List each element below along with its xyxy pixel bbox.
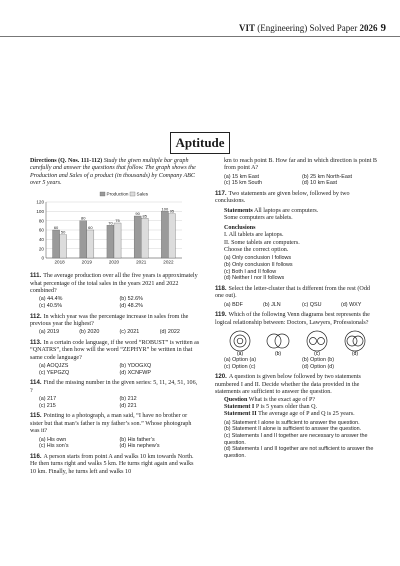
- option-a[interactable]: (a) Only conclusion I follows: [224, 255, 292, 262]
- x-tick-label: 2020: [108, 259, 120, 265]
- question-number: 120.: [215, 373, 227, 381]
- venn-label-c: (c): [313, 351, 320, 357]
- question-number: 111.: [30, 272, 42, 280]
- question-number: 117.: [215, 190, 227, 198]
- x-tick-label: 2022: [163, 259, 174, 265]
- question-body: What is the exact age of P?: [247, 396, 316, 403]
- right-column: [215, 158, 380, 459]
- option-d[interactable]: (d) Statements I and II together are not sufficient to answer the question.: [224, 446, 374, 459]
- data-label: 70: [108, 220, 113, 226]
- option-a[interactable]: (a) 217: [39, 396, 57, 403]
- venn-diagram-c: [302, 330, 332, 356]
- instruction: Choose the correct option.: [224, 246, 289, 253]
- question-number: 115.: [30, 412, 42, 420]
- option-b[interactable]: (b) 25 km North-East: [302, 173, 353, 180]
- directions-text: Study the given multiple bar graph carefully and answer the questions that follow. The graph shows the Production and Sales of a product (in thousands) by Company ABC over 5 years.: [30, 158, 196, 187]
- statement-2: Some computers are tablets.: [224, 215, 293, 222]
- y-tick-label: 80: [38, 217, 44, 223]
- x-tick-label: 2019: [81, 259, 92, 265]
- option-c[interactable]: (c) 2021: [119, 329, 140, 336]
- venn-diagram-b: [263, 330, 293, 356]
- question-120: [215, 373, 380, 459]
- question-114: [30, 379, 200, 409]
- question-117: [215, 190, 380, 282]
- question-label: Question: [224, 396, 248, 403]
- y-tick-label: 60: [38, 227, 44, 233]
- y-tick-label: 20: [38, 245, 44, 251]
- question-118: [215, 285, 380, 308]
- option-d[interactable]: (d) 48.2%: [119, 302, 143, 309]
- option-a[interactable]: (a) 15 km East: [224, 173, 260, 180]
- data-label: 80: [81, 215, 86, 221]
- directions: [30, 158, 200, 188]
- option-a[interactable]: (a) Statement I alone is sufficient to answer the question.: [224, 419, 360, 426]
- data-label: 50: [60, 229, 66, 235]
- venn-label-d: (d): [351, 351, 359, 357]
- directions-label: Directions (Q. Nos. 111-112): [30, 158, 103, 164]
- question-111: [30, 272, 200, 309]
- option-a[interactable]: (a) 2019: [39, 329, 60, 336]
- option-b[interactable]: (b) His father’s: [119, 436, 155, 443]
- option-d[interactable]: (d) 221: [119, 402, 137, 409]
- venn-diagram-options: [225, 330, 370, 356]
- legend-swatch-production: [100, 192, 105, 196]
- venn-label-b: (b): [275, 351, 282, 357]
- y-tick-label: 100: [36, 208, 44, 214]
- question-text: Find the missing number in the given series: 5, 11, 24, 51, 106, ?: [30, 380, 198, 394]
- left-column: [30, 158, 200, 476]
- y-tick-label: 0: [41, 255, 44, 261]
- statement-1-label: Statement I: [224, 403, 255, 410]
- conclusion-2: II. Some tablets are computers.: [224, 239, 300, 246]
- question-119: [215, 311, 380, 370]
- header-rule: [0, 36, 400, 37]
- statement-2: The average age of P and Q is 25 years.: [256, 411, 355, 418]
- section-title: Aptitude: [170, 132, 230, 154]
- y-tick-label: 40: [38, 236, 44, 242]
- bar-sales-2018: [60, 234, 67, 257]
- option-a[interactable]: (a) BDF: [224, 301, 243, 308]
- option-b[interactable]: (b) JLN: [263, 301, 281, 308]
- option-b[interactable]: (b) 212: [119, 396, 137, 403]
- question-text: The average production over all the five years is approximately what percentage of the total sales in the years 2021 and 2022 combined?: [30, 273, 198, 294]
- option-c[interactable]: (c) Both I and II follow: [224, 268, 277, 275]
- question-text: Pointing to a photograph, a man said, “I have no brother or sister but that man’s father is my father’s son.” Whose photograph was it?: [30, 413, 192, 435]
- statement-1: P is 5 years older than Q.: [254, 403, 318, 410]
- option-b[interactable]: (b) YDOGXQ: [119, 363, 152, 370]
- question-text: In a certain code language, if the word “ROBUST” is written as “QNATRS”, then how will the word “ZEPHYR” be written in that same code language?: [30, 340, 200, 361]
- option-a[interactable]: (a) 44.4%: [39, 296, 63, 303]
- option-c[interactable]: (c) Option (c): [224, 363, 256, 370]
- conclusion-1: I. All tablets are laptops.: [224, 232, 284, 239]
- question-text: Select the letter-cluster that is different from the rest (Odd one out).: [215, 285, 370, 300]
- data-label: 90: [135, 210, 140, 216]
- statement-1: All laptops are computers.: [252, 207, 319, 214]
- question-number: 116.: [30, 452, 42, 460]
- question-116-continued: km to reach point B. How far and in which direction is point B from point A?: [224, 158, 377, 172]
- question-113: [30, 339, 200, 376]
- bar-production-2018: [53, 230, 60, 258]
- header-year: 2026: [359, 23, 378, 33]
- page-number: 9: [380, 22, 386, 34]
- bar-production-2020: [107, 225, 114, 258]
- statements-label: Statements: [224, 207, 253, 214]
- x-tick-label: 2018: [54, 259, 65, 265]
- option-d[interactable]: (d) 10 km East: [302, 180, 338, 187]
- question-116: [30, 453, 200, 476]
- bar-sales-2020: [114, 223, 121, 258]
- question-number: 119.: [215, 311, 227, 319]
- header-vit: VIT: [239, 23, 256, 33]
- venn-label-a: (a): [236, 351, 244, 357]
- header-subtitle: (Engineering) Solved Paper: [255, 23, 360, 33]
- option-b[interactable]: (b) Only conclusion II follows: [224, 262, 293, 268]
- option-d[interactable]: (d) His nephew’s: [119, 443, 160, 450]
- option-b[interactable]: (b) Statement II alone is sufficient to answer the question.: [224, 426, 362, 433]
- x-tick-label: 2021: [136, 259, 147, 265]
- question-112: [30, 313, 200, 336]
- option-a[interactable]: (a) Option (a): [224, 357, 257, 364]
- option-d[interactable]: (d) XCNFWP: [119, 369, 151, 376]
- legend-label: Production: [106, 191, 129, 197]
- bar-chart: [30, 190, 190, 266]
- question-text: Two statements are given below, followed by two conclusions.: [215, 191, 350, 205]
- legend-swatch-sales: [130, 192, 135, 196]
- y-tick-label: 120: [36, 199, 44, 205]
- data-label: 60: [53, 224, 59, 230]
- data-label: 85: [142, 213, 147, 219]
- option-a[interactable]: (a) AOQJZS: [39, 363, 69, 370]
- option-c[interactable]: (c) Statements I and II together are necessary to answer the question.: [224, 432, 368, 446]
- option-d[interactable]: (d) Option (d): [302, 363, 335, 370]
- question-text: Which of the following Venn diagrams best represents the logical relationship between: Doctors, Lawyers, Professionals?: [215, 312, 370, 326]
- option-b[interactable]: (b) 2020: [79, 329, 100, 336]
- bar-sales-2022: [168, 213, 175, 257]
- running-header: [239, 22, 386, 35]
- option-c[interactable]: (c) 40.5%: [39, 302, 63, 309]
- option-a[interactable]: (a) His own: [39, 436, 67, 443]
- data-label: 95: [169, 208, 175, 214]
- option-c[interactable]: (c) His son’s: [39, 443, 69, 450]
- question-number: 118.: [215, 284, 227, 292]
- option-d[interactable]: (d) 2022: [159, 329, 180, 336]
- bar-sales-2019: [87, 230, 94, 258]
- question-text: In which year was the percentage increase in sales from the previous year the highest?: [30, 313, 189, 327]
- option-d[interactable]: (d) WXY: [341, 301, 362, 308]
- option-c[interactable]: (c) 215: [39, 402, 56, 409]
- bar-production-2022: [161, 211, 168, 258]
- question-text: A person starts from point A and walks 10 km towards North. He then turns right and walks 5 km. He turns right again and walks 10 km. Finally, he turns left and walks 10: [30, 453, 194, 475]
- bar-production-2021: [134, 216, 141, 258]
- legend-label: Sales: [136, 191, 148, 197]
- question-text: A question is given below followed by two statements numbered I and II. Decide whether the data provided in the statements are sufficient to answer the question.: [215, 374, 361, 396]
- data-label: 75: [115, 217, 120, 223]
- statement-2-label: Statement II: [224, 411, 257, 418]
- option-b[interactable]: (b) Option (b): [302, 357, 335, 364]
- data-label: 60: [88, 224, 93, 230]
- data-label: 100: [161, 206, 169, 212]
- question-number: 113.: [30, 339, 42, 346]
- option-c[interactable]: (c) QSU: [302, 301, 322, 308]
- question-number: 112.: [30, 312, 42, 320]
- option-d[interactable]: (d) Neither I nor II follows: [224, 275, 285, 282]
- option-c[interactable]: (c) YEPGZQ: [39, 369, 70, 376]
- question-number: 114.: [30, 379, 42, 387]
- bar-production-2019: [80, 220, 87, 257]
- option-b[interactable]: (b) 52.6%: [119, 296, 143, 303]
- venn-diagram-d: [340, 330, 370, 356]
- conclusions-label: Conclusions: [224, 224, 256, 231]
- venn-diagram-a: [225, 330, 255, 356]
- bar-sales-2021: [141, 218, 148, 258]
- question-115: [30, 412, 200, 449]
- option-c[interactable]: (c) 15 km South: [224, 180, 263, 187]
